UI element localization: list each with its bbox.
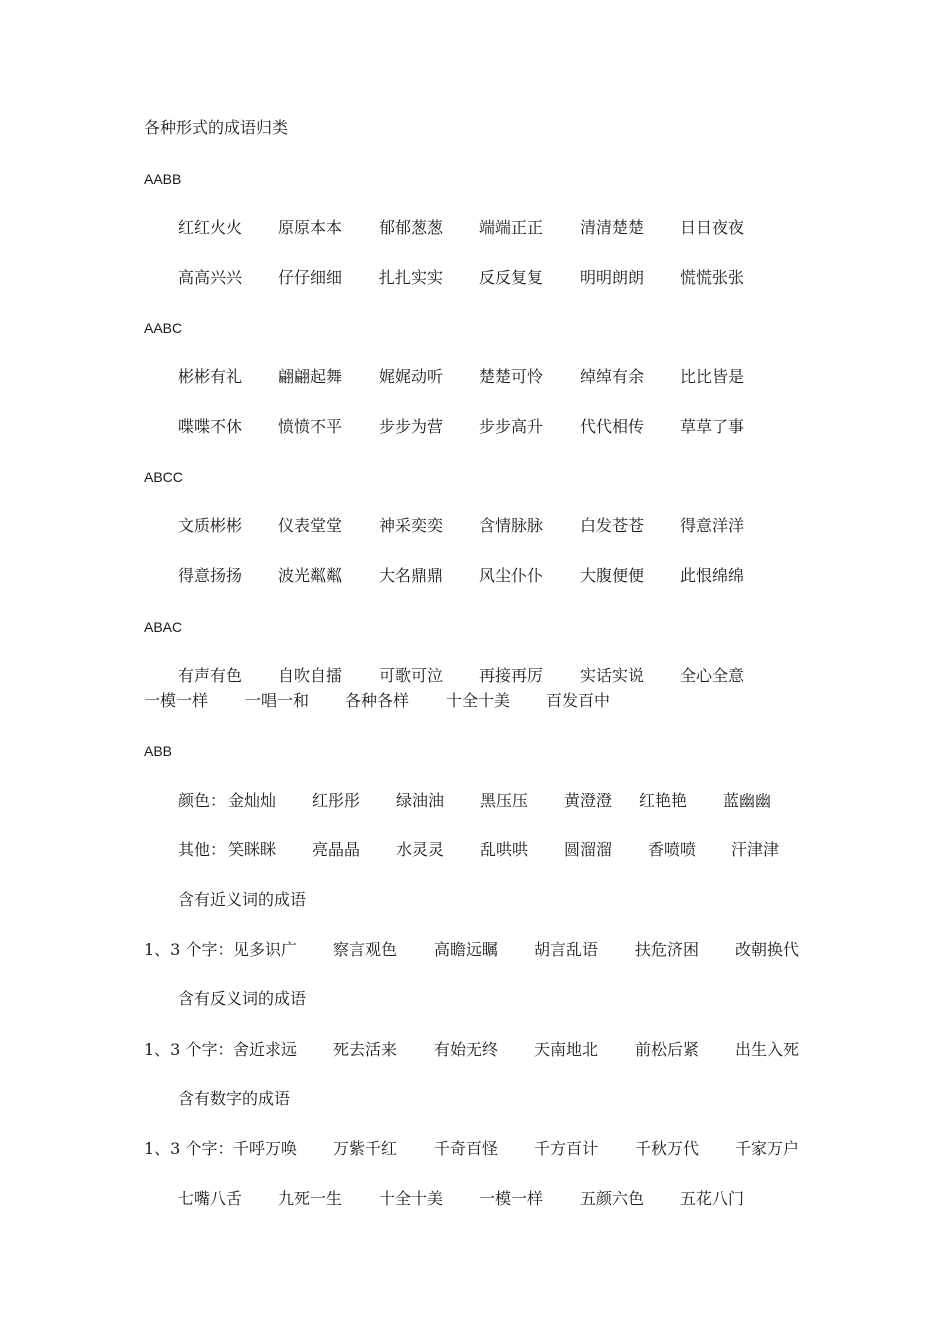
idiom: 仪表堂堂	[278, 516, 343, 535]
idiom: 代代相传	[580, 417, 645, 436]
idiom: 出生入死	[735, 1040, 800, 1059]
idiom: 有声有色	[178, 666, 243, 685]
section-heading-antonyms: 含有反义词的成语	[178, 989, 307, 1008]
idiom: 圆溜溜	[564, 840, 613, 859]
idiom: 自吹自擂	[278, 666, 343, 685]
idiom: 百发百中	[546, 691, 611, 710]
idiom: 全心全意	[680, 666, 745, 685]
idiom: 楚楚可怜	[479, 367, 544, 386]
idiom: 步步高升	[479, 417, 544, 436]
idiom: 翩翩起舞	[278, 367, 343, 386]
idiom: 仔仔细细	[278, 268, 343, 287]
idiom: 千家万户	[735, 1139, 800, 1158]
idiom: 波光粼粼	[278, 566, 343, 585]
idiom: 黑压压	[480, 791, 529, 810]
idiom: 红红火火	[178, 218, 243, 237]
idiom: 娓娓动听	[379, 367, 444, 386]
idiom: 见多识广	[233, 940, 298, 959]
idiom: 扶危济困	[635, 940, 700, 959]
idiom: 笑眯眯	[228, 840, 277, 859]
idiom: 九死一生	[278, 1189, 343, 1208]
idiom: 亮晶晶	[312, 840, 361, 859]
section-heading-synonyms: 含有近义词的成语	[178, 890, 307, 909]
idiom: 察言观色	[333, 940, 398, 959]
idiom: 实话实说	[580, 666, 645, 685]
idiom: 神采奕奕	[379, 516, 444, 535]
idiom: 死去活来	[333, 1040, 398, 1059]
idiom: 金灿灿	[228, 791, 277, 810]
idiom: 喋喋不休	[178, 417, 243, 436]
idiom: 乱哄哄	[480, 840, 529, 859]
idiom: 扎扎实实	[379, 268, 444, 287]
idiom: 再接再厉	[479, 666, 544, 685]
idiom: 前松后紧	[635, 1040, 700, 1059]
idiom: 绿油油	[396, 791, 445, 810]
idiom: 可歌可泣	[379, 666, 444, 685]
idiom: 草草了事	[680, 417, 745, 436]
idiom: 七嘴八舌	[178, 1189, 243, 1208]
idiom: 文质彬彬	[178, 516, 243, 535]
section-heading-abb: ABB	[144, 743, 173, 759]
idiom: 彬彬有礼	[178, 367, 243, 386]
idiom: 十全十美	[446, 691, 511, 710]
idiom: 一模一样	[479, 1189, 544, 1208]
idiom: 千方百计	[534, 1139, 599, 1158]
idiom: 风尘仆仆	[479, 566, 544, 585]
idiom: 胡言乱语	[534, 940, 599, 959]
idiom: 千秋万代	[635, 1139, 700, 1158]
idiom: 白发苍苍	[580, 516, 645, 535]
idiom: 万紫千红	[333, 1139, 398, 1158]
idiom: 比比皆是	[680, 367, 745, 386]
idiom: 大腹便便	[580, 566, 645, 585]
idiom: 大名鼎鼎	[379, 566, 444, 585]
idiom: 原原本本	[278, 218, 343, 237]
idiom: 红艳艳	[639, 791, 688, 810]
idiom: 千奇百怪	[434, 1139, 499, 1158]
idiom: 千呼万唤	[233, 1139, 298, 1158]
idiom: 各种各样	[345, 691, 410, 710]
idiom: 天南地北	[534, 1040, 599, 1059]
idiom: 香喷喷	[648, 840, 697, 859]
antonyms-label: 1、3 个字：	[144, 1040, 234, 1059]
section-heading-aabb: AABB	[144, 171, 182, 187]
idiom: 十全十美	[379, 1189, 444, 1208]
idiom: 得意洋洋	[680, 516, 745, 535]
page-title: 各种形式的成语归类	[144, 118, 289, 137]
idiom: 五花八门	[680, 1189, 745, 1208]
section-heading-aabc: AABC	[144, 320, 183, 336]
idiom: 黄澄澄	[564, 791, 613, 810]
idiom: 高高兴兴	[178, 268, 243, 287]
idiom: 红彤彤	[312, 791, 361, 810]
numbers-label: 1、3 个字：	[144, 1139, 234, 1158]
section-heading-numbers: 含有数字的成语	[178, 1089, 291, 1108]
idiom: 日日夜夜	[680, 218, 745, 237]
idiom: 含情脉脉	[479, 516, 544, 535]
idiom: 汗津津	[731, 840, 780, 859]
idiom: 一模一样	[144, 691, 209, 710]
idiom: 反反复复	[479, 268, 544, 287]
idiom: 端端正正	[479, 218, 544, 237]
idiom: 一唱一和	[245, 691, 310, 710]
abb-others-label: 其他：	[178, 840, 227, 859]
idiom: 郁郁葱葱	[379, 218, 444, 237]
idiom: 此恨绵绵	[680, 566, 745, 585]
idiom: 慌慌张张	[680, 268, 745, 287]
idiom: 绰绰有余	[580, 367, 645, 386]
idiom: 步步为营	[379, 417, 444, 436]
section-heading-abcc: ABCC	[144, 469, 183, 485]
idiom: 高瞻远瞩	[434, 940, 499, 959]
idiom: 有始无终	[434, 1040, 499, 1059]
idiom: 五颜六色	[580, 1189, 645, 1208]
idiom: 改朝换代	[735, 940, 800, 959]
idiom: 愤愤不平	[278, 417, 343, 436]
abb-colors-label: 颜色：	[178, 791, 227, 810]
idiom: 水灵灵	[396, 840, 445, 859]
idiom: 明明朗朗	[580, 268, 645, 287]
section-heading-abac: ABAC	[144, 619, 183, 635]
idiom: 蓝幽幽	[723, 791, 772, 810]
idiom: 清清楚楚	[580, 218, 645, 237]
synonyms-label: 1、3 个字：	[144, 940, 234, 959]
idiom: 得意扬扬	[178, 566, 243, 585]
idiom: 舍近求远	[233, 1040, 298, 1059]
